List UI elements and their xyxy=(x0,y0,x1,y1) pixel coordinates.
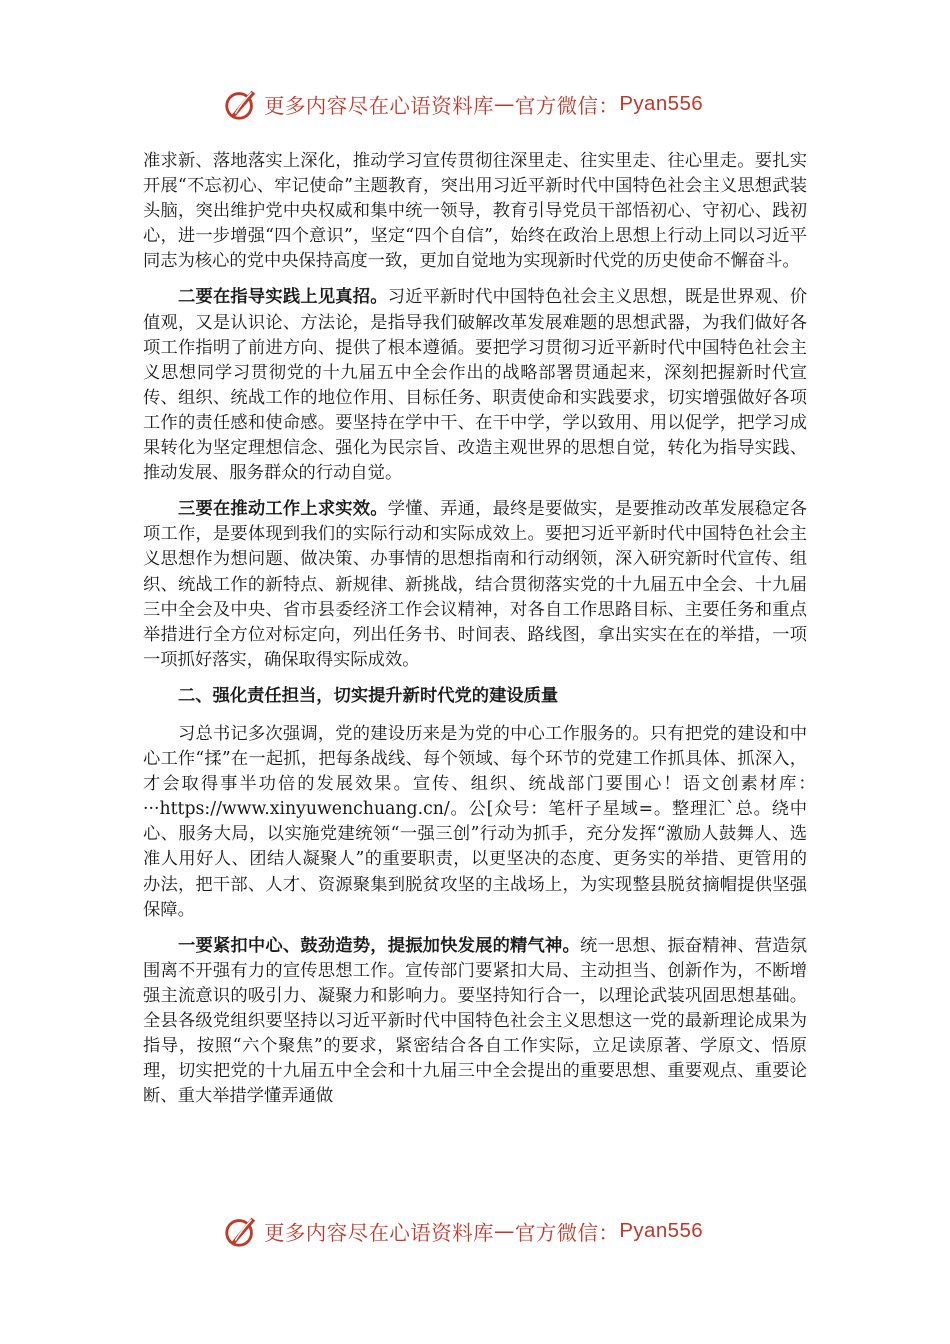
banner-wechat-id: Pyan556 xyxy=(619,92,704,115)
section-heading: 二、强化责任担当，切实提升新时代党的建设质量 xyxy=(178,685,559,706)
paragraph-point-two xyxy=(143,285,807,486)
document-body xyxy=(143,149,807,1120)
banner-label: 官方微信： xyxy=(514,94,620,118)
banner-dash: — xyxy=(493,92,515,116)
paragraph-lead: 二要在指导实践上见真招。 xyxy=(178,287,388,308)
footer-watermark-banner xyxy=(222,1211,742,1251)
quill-logo-icon xyxy=(222,85,260,123)
paragraph-text: 准求新、落地落实上深化，推动学习宣传贯彻往深里走、往实里走、往心里走。要扎实开展“不忘初心、牢记使命”主题教育，突出用习近平新时代中国特色社会主义思想武装头脑，突出维护党中央权威和集中统一领导，教育引导党员干部悟初心、守初心、践初心，进一步增强“四个意识”，坚定“四个自信”，始终在政治上思想上行动上同以习近平同志为核心的党中央保持高度一致，更加自觉地为实现新时代党的历史使命不懈奋斗。 xyxy=(143,151,807,272)
paragraph-lead: 一要紧扣中心、鼓劲造势，提振加快发展的精气神。 xyxy=(178,935,580,956)
paragraph-text: 习总书记多次强调，党的建设历来是为党的中心工作服务的。只有把党的建设和中心工作“揉”在一起抓，把每条战线、每个领域、每个环节的党建工作抓具体、抓深入，才会取得事半功倍的发展效果。宣传、组织、统战部门要围心！语文创素材库：···https://www.xinyuwenchuang.cn/。公[众号：笔杆子星域=。整理汇`总。绕中心、服务大局，以实施党建统领“一强三创”行动为抓手，充分发挥“激励人鼓舞人、选准人用好人、团结人凝聚人”的重要职责，以更坚决的态度、更务实的举措、更管用的办法，把干部、人才、资源聚集到脱贫攻坚的主战场上，为实现整县脱贫摘帽提供坚强保障。 xyxy=(143,723,807,920)
paragraph-continuation xyxy=(143,149,807,274)
banner-main-text: 更多内容尽在心语资料库 xyxy=(264,1221,494,1245)
paragraph-point-one xyxy=(143,934,807,1110)
quill-logo-icon xyxy=(222,1212,260,1250)
banner-label: 官方微信： xyxy=(514,1221,620,1245)
banner-main-text: 更多内容尽在心语资料库 xyxy=(264,94,494,118)
paragraph-text: 统一思想、振奋精神、营造氛围离不开强有力的宣传思想工作。宣传部门要紧扣大局、主动担当、创新作为，不断增强主流意识的吸引力、凝聚力和影响力。要坚持知行合一，以理论武装巩固思想基础。全县各级党组织要坚持以习近平新时代中国特色社会主义思想这一党的最新理论成果为指导，按照“六个聚焦”的要求，紧密结合各自工作实际，立足读原著、学原文、悟原理，切实把党的十九届五中全会和十九届三中全会提出的重要思想、重要观点、重要论断、重大举措学懂弄通做 xyxy=(143,935,807,1107)
header-watermark-banner xyxy=(222,84,742,124)
paragraph-section-intro xyxy=(143,722,807,923)
paragraph-text: 学懂、弄通，最终是要做实，是要推动改革发展稳定各项工作，是要体现到我们的实际行动和实际成效上。要把习近平新时代中国特色社会主义思想作为想问题、做决策、办事情的思想指南和行动纲领，深入研究新时代宣传、组织、统战工作的新特点、新规律、新挑战，结合贯彻落实党的十九届五中全会、十九届三中全会及中央、省市县委经济工作会议精神，对各自工作思路目标、主要任务和重点举措进行全方位对标定向，列出任务书、时间表、路线图，拿出实实在在的举措，一项一项抓好落实，确保取得实际成效。 xyxy=(143,499,807,670)
paragraph-point-three xyxy=(143,497,807,673)
banner-wechat-id: Pyan556 xyxy=(619,1219,704,1242)
paragraph-text: 习近平新时代中国特色社会主义思想，既是世界观、价值观，又是认识论、方法论，是指导我们破解改革发展难题的思想武器，为我们做好各项工作指明了前进方向、提供了根本遵循。要把学习贯彻习近平新时代中国特色社会主义思想同学习贯彻党的十九届五中全会作出的战略部署贯通起来，深刻把握新时代宣传、组织、统战工作的地位作用、目标任务、职责使命和实践要求，切实增强做好各项工作的责任感和使命感。要坚持在学中干、在干中学，学以致用、用以促学，把学习成果转化为坚定理想信念、强化为民宗旨、改造主观世界的思想自觉，转化为指导实践、推动发展、服务群众的行动自觉。 xyxy=(143,287,807,484)
paragraph-lead: 三要在推动工作上求实效。 xyxy=(178,499,388,520)
banner-dash: — xyxy=(493,1219,515,1243)
